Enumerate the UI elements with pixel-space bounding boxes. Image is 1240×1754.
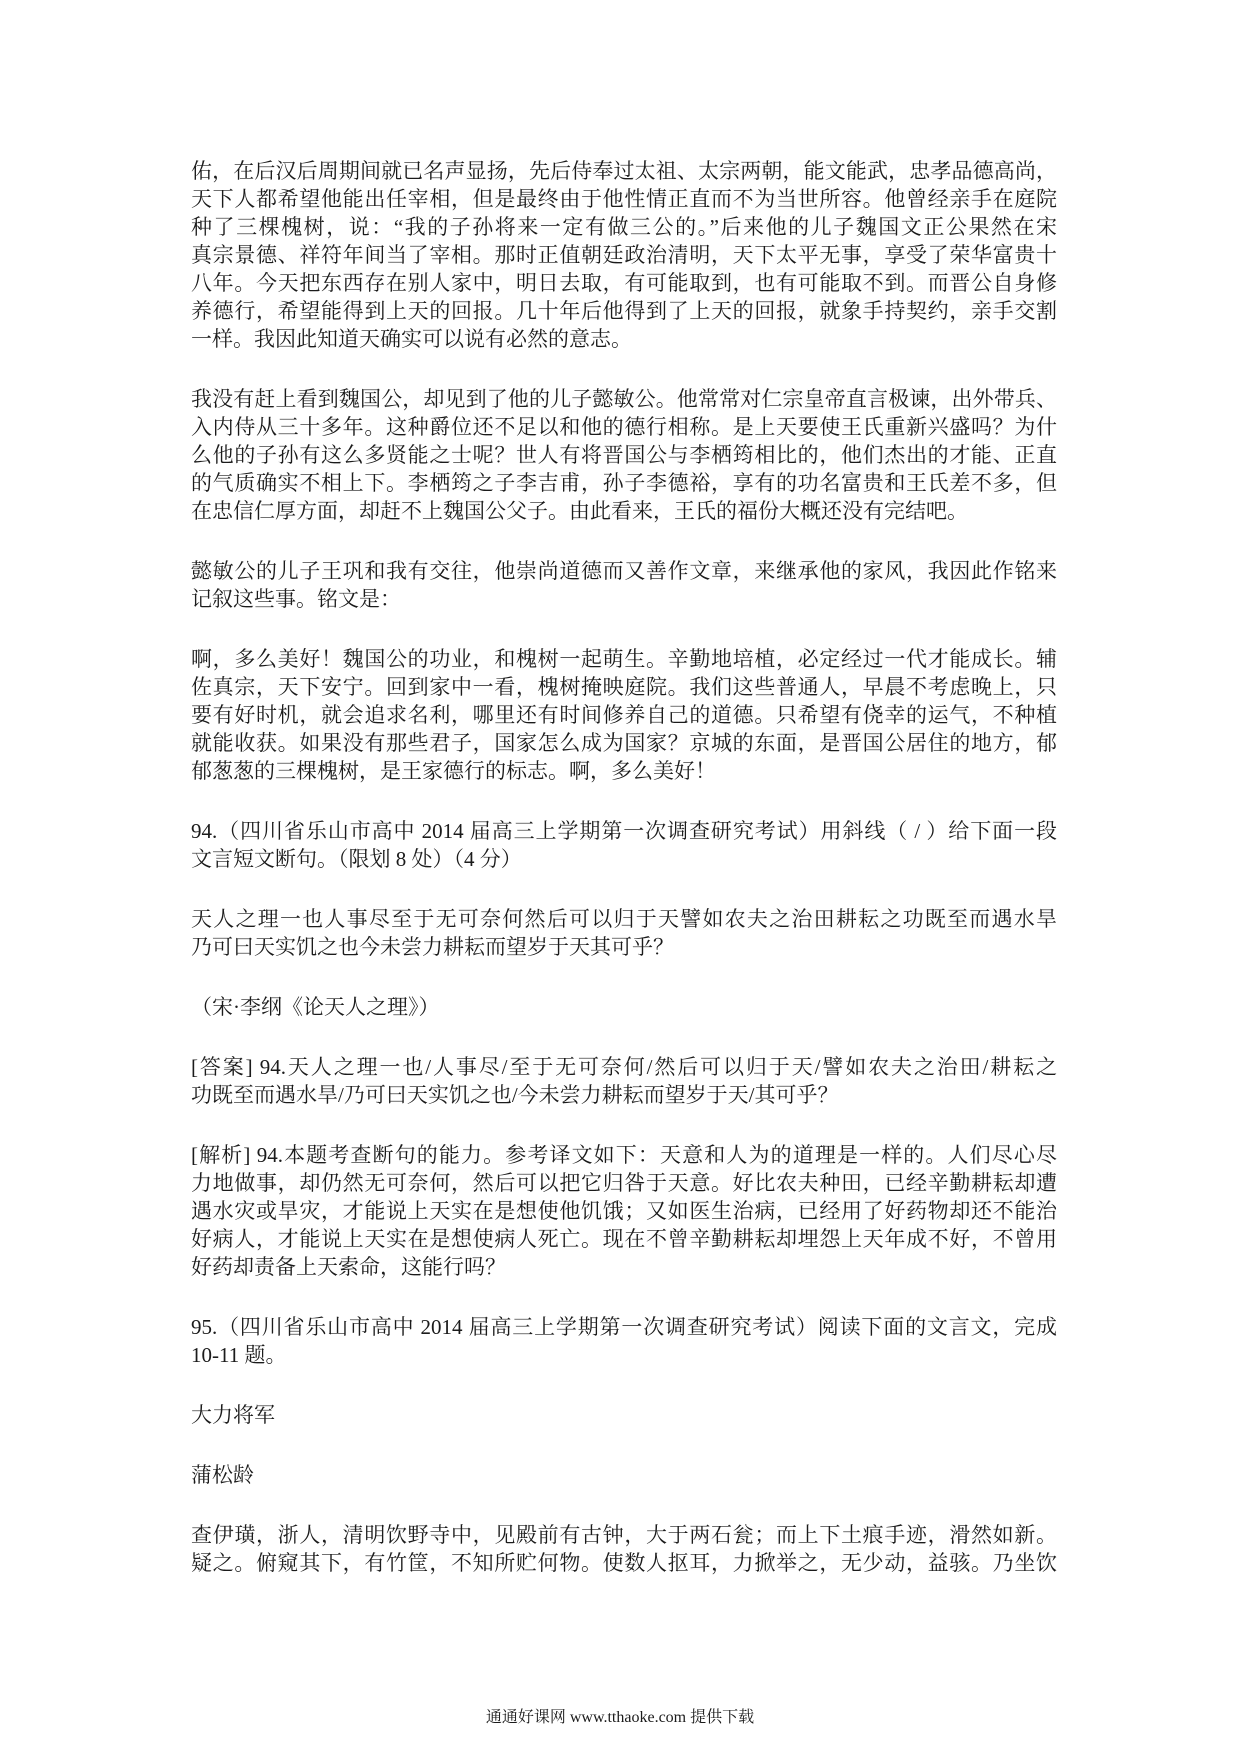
translation-paragraph xyxy=(191,157,1057,353)
text-line: 要有好时机，就会追求名利，哪里还有时间修养自己的道德。只希望有侥幸的运气，不种植 xyxy=(191,703,1057,727)
text-line: 天下人都希望他能出任宰相，但是最终由于他性情正直而不为当世所容。他曾经亲手在庭院 xyxy=(191,187,1057,211)
text-line: 懿敏公的儿子王巩和我有交往，他崇尚道德而又善作文章，来继承他的家风，我因此作铭来 xyxy=(191,559,1057,583)
text-line: [解析] 94.本题考查断句的能力。参考译文如下：天意和人为的道理是一样的。人们尽心尽 xyxy=(191,1143,1057,1167)
passage-title xyxy=(191,1401,1057,1429)
passage-author xyxy=(191,1461,1057,1489)
text-line: 一样。我因此知道天确实可以说有必然的意志。 xyxy=(191,327,632,351)
text-line: 我没有赶上看到魏国公，却见到了他的儿子懿敏公。他常常对仁宗皇帝直言极谏，出外带兵、 xyxy=(191,387,1057,411)
text-line: 疑之。俯窥其下，有竹筐，不知所贮何物。使数人抠耳，力掀举之，无少动，益骇。乃坐饮 xyxy=(191,1551,1057,1575)
text-line: 入内侍从三十多年。这种爵位还不足以和他的德行相称。是上天要使王氏重新兴盛吗？为什 xyxy=(191,415,1057,439)
text-line: 记叙这些事。铭文是： xyxy=(191,587,401,611)
page-footer: 通通好课网 www.tthaoke.com 提供下载 xyxy=(485,1709,755,1726)
text-line: 佐真宗，天下安宁。回到家中一看，槐树掩映庭院。我们这些普通人，早晨不考虑晚上，只 xyxy=(191,675,1057,699)
text-line: 蒲松龄 xyxy=(191,1463,254,1487)
text-line: （宋·李纲《论天人之理》） xyxy=(191,995,440,1019)
translation-paragraph xyxy=(191,557,1057,613)
text-line: 功既至而遇水旱/乃可曰天实饥之也/今未尝力耕耘而望岁于天/其可乎？ xyxy=(191,1083,839,1107)
text-line: 养德行，希望能得到上天的回报。几十年后他得到了上天的回报，就象手持契约，亲手交割 xyxy=(191,299,1057,323)
text-line: 在忠信仁厚方面，却赶不上魏国公父子。由此看来，王氏的福份大概还没有完结吧。 xyxy=(191,499,968,523)
question-94-answer xyxy=(191,1053,1057,1109)
text-line: 真宗景德、祥符年间当了宰相。那时正值朝廷政治清明，天下太平无事，享受了荣华富贵十 xyxy=(191,243,1057,267)
text-line: 好药却责备上天索命，这能行吗？ xyxy=(191,1255,506,1279)
text-line: 郁葱葱的三棵槐树，是王家德行的标志。啊，多么美好！ xyxy=(191,759,716,783)
text-line: 种了三棵槐树，说：“我的子孙将来一定有做三公的。”后来他的儿子魏国文正公果然在宋 xyxy=(191,215,1057,239)
question-94-analysis xyxy=(191,1141,1057,1281)
passage-body xyxy=(191,1521,1057,1577)
text-line: [答案] 94.天人之理一也/人事尽/至于无可奈何/然后可以归于天/譬如农夫之治田/耕耘之 xyxy=(191,1055,1057,1079)
text-line: 的气质确实不相上下。李栖筠之子李吉甫，孙子李德裕，享有的功名富贵和王氏差不多，但 xyxy=(191,471,1057,495)
text-line: 佑，在后汉后周期间就已名声显扬，先后侍奉过太祖、太宗两朝，能文能武，忠孝品德高尚， xyxy=(191,159,1057,183)
text-line: 八年。今天把东西存在别人家中，明日去取，有可能取到，也有可能取不到。而晋公自身修 xyxy=(191,271,1057,295)
text-line: 天人之理一也人事尽至于无可奈何然后可以归于天譬如农夫之治田耕耘之功既至而遇水旱 xyxy=(191,907,1057,931)
text-line: 么他的子孙有这么多贤能之士呢？世人有将晋国公与李栖筠相比的，他们杰出的才能、正直 xyxy=(191,443,1057,467)
text-line: 文言短文断句。（限划 8 处）（4 分） xyxy=(191,847,522,871)
text-line: 95.（四川省乐山市高中 2014 届高三上学期第一次调查研究考试）阅读下面的文言文，完成 xyxy=(191,1315,1057,1339)
translation-paragraph xyxy=(191,385,1057,525)
text-line: 乃可曰天实饥之也今未尝力耕耘而望岁于天其可乎？ xyxy=(191,935,674,959)
text-line: 大力将军 xyxy=(191,1403,275,1427)
question-95-prompt xyxy=(191,1313,1057,1369)
question-94-passage xyxy=(191,905,1057,961)
question-94-source xyxy=(191,993,1057,1021)
question-94-prompt xyxy=(191,817,1057,873)
text-line: 好病人，才能说上天实在是想使病人死亡。现在不曾辛勤耕耘却埋怨上天年成不好，不曾用 xyxy=(191,1227,1057,1251)
text-line: 遇水灾或旱灾，才能说上天实在是想使他饥饿；又如医生治病，已经用了好药物却还不能治 xyxy=(191,1199,1057,1223)
page-body xyxy=(191,157,1057,1609)
text-line: 力地做事，却仍然无可奈何，然后可以把它归咎于天意。好比农夫种田，已经辛勤耕耘却遭 xyxy=(191,1171,1057,1195)
text-line: 啊，多么美好！魏国公的功业，和槐树一起萌生。辛勤地培植，必定经过一代才能成长。辅 xyxy=(191,647,1057,671)
text-line: 就能收获。如果没有那些君子，国家怎么成为国家？京城的东面，是晋国公居住的地方，郁 xyxy=(191,731,1057,755)
inscription-paragraph xyxy=(191,645,1057,785)
text-line: 94.（四川省乐山市高中 2014 届高三上学期第一次调查研究考试）用斜线（ / ）给下面一段 xyxy=(191,819,1057,843)
text-line: 10-11 题。 xyxy=(191,1343,287,1367)
text-line: 查伊璜，浙人，清明饮野寺中，见殿前有古钟，大于两石瓮；而上下土痕手迹，滑然如新。 xyxy=(191,1523,1057,1547)
